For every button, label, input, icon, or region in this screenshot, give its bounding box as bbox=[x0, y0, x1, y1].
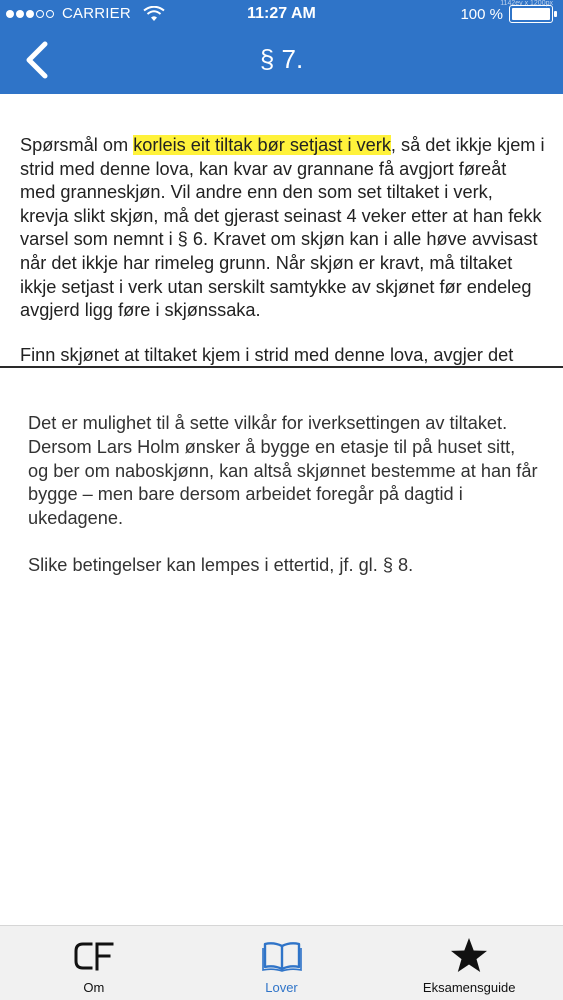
section-divider[interactable] bbox=[0, 366, 563, 368]
tab-label: Eksamensguide bbox=[422, 980, 516, 995]
watermark: 1142ev x 1200px bbox=[500, 0, 553, 7]
law-text-panel bbox=[0, 95, 563, 367]
page-title: § 7. bbox=[259, 44, 304, 74]
tab-eksamensguide[interactable] bbox=[375, 926, 563, 1000]
tab-label: Om bbox=[83, 980, 105, 995]
nav-bar bbox=[0, 28, 563, 94]
tab-lover[interactable] bbox=[188, 926, 376, 1000]
law-text-after: , så det ikkje kjem i strid med denne lova, kan kvar av grannane få avgjort føreåt med granneskjøn. Vil andre enn den som set tiltaket i verk, krevja slikt skjøn, må det gjerast seinast 4 veker etter at han fekk varsel som nemnt i § 6. Kravet om skjøn kan i alle høve avvisast når det ikkje har rimeleg grunn. Når skjøn er kravt, må tiltaket ikkje setjast i verk utan serskilt samtykke av skjønet før endeleg avgjerd ligg føre i skjønssaka. bbox=[20, 135, 545, 321]
comment-panel bbox=[28, 412, 538, 601]
battery-icon bbox=[509, 5, 553, 23]
status-right bbox=[460, 5, 553, 23]
battery-fill bbox=[512, 8, 550, 20]
tab-label: Lover bbox=[265, 980, 298, 995]
battery-percent: 100 % bbox=[460, 5, 503, 23]
tab-om[interactable] bbox=[0, 926, 188, 1000]
law-paragraph bbox=[20, 134, 545, 323]
carrier-name: CARRIER bbox=[62, 5, 131, 22]
header bbox=[0, 0, 563, 94]
book-icon bbox=[261, 938, 303, 974]
law-text-before: Spørsmål om bbox=[20, 135, 134, 155]
comment-paragraph: Slike betingelser kan lempes i ettertid, jf. gl. § 8. bbox=[28, 554, 414, 575]
star-icon bbox=[449, 938, 489, 974]
tab-bar bbox=[0, 925, 563, 1000]
status-bar bbox=[0, 0, 563, 28]
highlighted-phrase[interactable]: korleis eit tiltak bør setjast i verk bbox=[133, 135, 391, 155]
law-paragraph-cutoff: Finn skjønet at tiltaket kjem i strid med denne lova, avgjer det bbox=[20, 344, 514, 365]
comment-paragraph: Det er mulighet til å sette vilkår for iverksettingen av tiltaket. Dersom Lars Holm ønsker å bygge en etasje til på huset sitt, og ber om naboskjønn, kan altså skjønnet bestemme at han får bygge – men bare dersom arbeidet foregår på dagtid i ukedagene. bbox=[28, 413, 538, 529]
status-time: 11:27 AM bbox=[247, 5, 316, 22]
cf-logo-icon bbox=[73, 938, 115, 974]
law-text bbox=[20, 134, 545, 367]
